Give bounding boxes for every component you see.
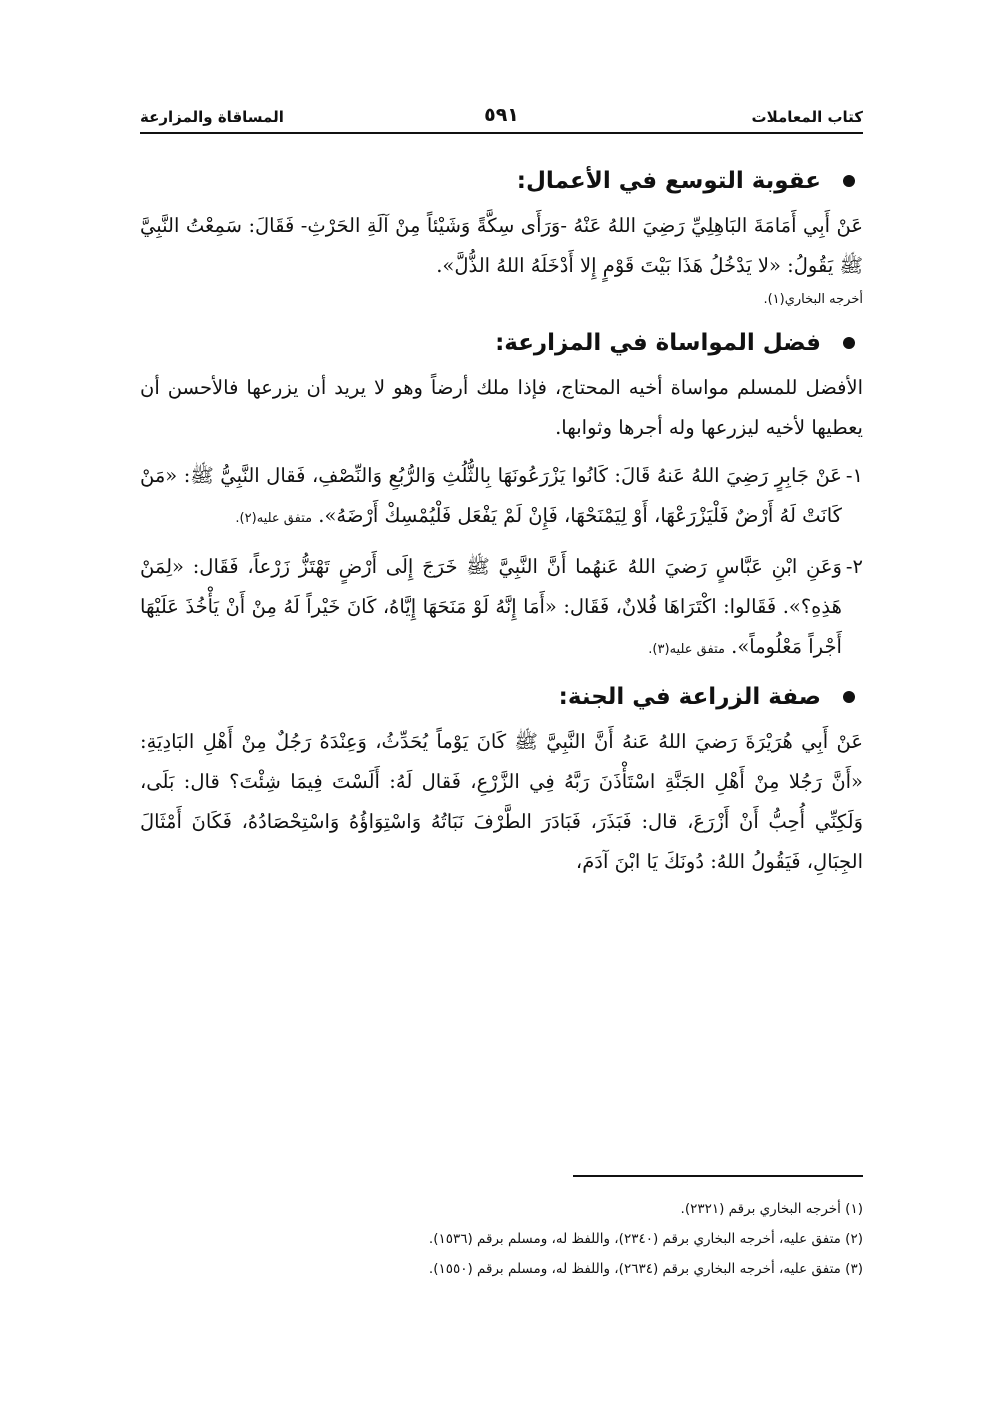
section-heading: صفة الزراعة في الجنة: [140, 684, 863, 710]
hadith-text: وَعَنِ ابْنِ عَبَّاسٍ رَضيَ اللهُ عَنهُما أَنَّ النَّبِيَّ ﷺ خَرَجَ إِلَى أَرْضٍ تَهْتَزُّ زَرْعاً، فَقَال: «لِمَنْ هَذِهِ؟». فَقَالوا: اكْتَرَاهَا فُلانٌ، فَقَال: «أَمَا إِنَّهُ لَوْ مَنَحَهَا إِيَّاهُ، كَانَ خَيْراً لَهُ مِنْ أَنْ يَأْخُذَ عَلَيْهَا أَجْراً مَعْلُوماً». [140, 555, 842, 658]
footnotes [140, 1194, 863, 1284]
hadith-source: متفق عليه(٢). [235, 511, 313, 526]
section-paradise-farming [140, 684, 863, 882]
page-number: ٥٩١ [484, 104, 519, 126]
section-expansion-punishment [140, 168, 863, 314]
footnote-3: (٣) متفق عليه، أخرجه البخاري برقم (٢٦٣٤)، واللفظ له، ومسلم برقم (١٥٥٠). [428, 1261, 863, 1277]
hadith-item [140, 547, 863, 670]
item-number: ١- [845, 464, 863, 487]
bullet-icon [843, 337, 855, 349]
section-heading: فضل المواساة في المزارعة: [140, 330, 863, 356]
hadith-item [140, 456, 863, 539]
section-sharing-virtue [140, 330, 863, 670]
footnote-2: (٢) متفق عليه، أخرجه البخاري برقم (٢٣٤٠)، واللفظ له، ومسلم برقم (١٥٣٦). [428, 1231, 863, 1247]
book-title: كتاب المعاملات [751, 108, 863, 126]
item-number: ٢- [845, 555, 863, 578]
hadith-text: عَنْ أَبِي أَمَامَةَ البَاهِلِيِّ رَضِيَ اللهُ عَنْهُ -وَرَأَى سِكَّةً وَشَيْئاً مِنْ آلَةِ الحَرْثِ- فَقَالَ: سَمِعْتُ النَّبِيَّ ﷺ يَقُولُ: «لا يَدْخُلُ هَذَا بَيْتَ قَوْمٍ إِلا أَدْخَلَهُ اللهُ الذُّلَّ». [140, 214, 863, 277]
section-heading: عقوبة التوسع في الأعمال: [140, 168, 863, 194]
bullet-icon [843, 175, 855, 187]
hadith-source: أخرجه البخاري(١). [763, 292, 863, 307]
bullet-icon [843, 691, 855, 703]
running-header [140, 96, 863, 134]
hadith-text: عَنْ أَبِي هُرَيْرَةَ رَضيَ اللهُ عَنهُ أَنَّ النَّبِيَّ ﷺ كَانَ يَوْماً يُحَدِّثُ، وَعِنْدَهُ رَجُلٌ مِنْ أَهْلِ البَادِيَةِ: «أَنَّ رَجُلا مِنْ أَهْلِ الجَنَّةِ اسْتَأْذَنَ رَبَّهُ فِي الزَّرْعِ، فَقال لَهُ: أَلَسْتَ فِيمَا شِئْتَ؟ قال: بَلَى، وَلَكِنِّي أُحِبُّ أَنْ أَزْرَعَ، قال: فَبَذَرَ، فَبَادَرَ الطَّرْفَ نَبَاتُهُ وَاسْتِوَاؤُهُ وَاسْتِحْصَادُهُ، فَكَانَ أَمْثَالَ الجِبَالِ، فَيَقُولُ اللهُ: دُونَكَ يَا ابْنَ آدَمَ، [140, 730, 863, 873]
book-page [140, 96, 863, 1377]
footnote-1: (١) أخرجه البخاري برقم (٢٣٢١). [680, 1201, 863, 1217]
hadith-source: متفق عليه(٣). [648, 642, 725, 657]
page-content [140, 168, 863, 882]
footnote-divider [573, 1175, 863, 1177]
hadith-text: عَنْ جَابِرٍ رَضِيَ اللهُ عَنهُ قَالَ: كَانُوا يَزْرَعُونَهَا بِالثُّلُثِ وَالرُّبُعِ وَالنِّصْفِ، فَقال النَّبِيُّ ﷺ: «مَنْ كَانَتْ لَهُ أَرْضٌ فَلْيَزْرَعْهَا، أَوْ لِيَمْنَحْهَا، فَإِنْ لَمْ يَفْعَل فَلْيُمْسِكْ أَرْضَهُ». [140, 464, 842, 527]
section-intro: الأفضل للمسلم مواساة أخيه المحتاج، فإذا ملك أرضاً وهو لا يريد أن يزرعها فالأحسن أن يعطيها لأخيه ليزرعها وله أجرها وثوابها. [140, 376, 863, 439]
chapter-title: المساقاة والمزارعة [140, 108, 284, 126]
